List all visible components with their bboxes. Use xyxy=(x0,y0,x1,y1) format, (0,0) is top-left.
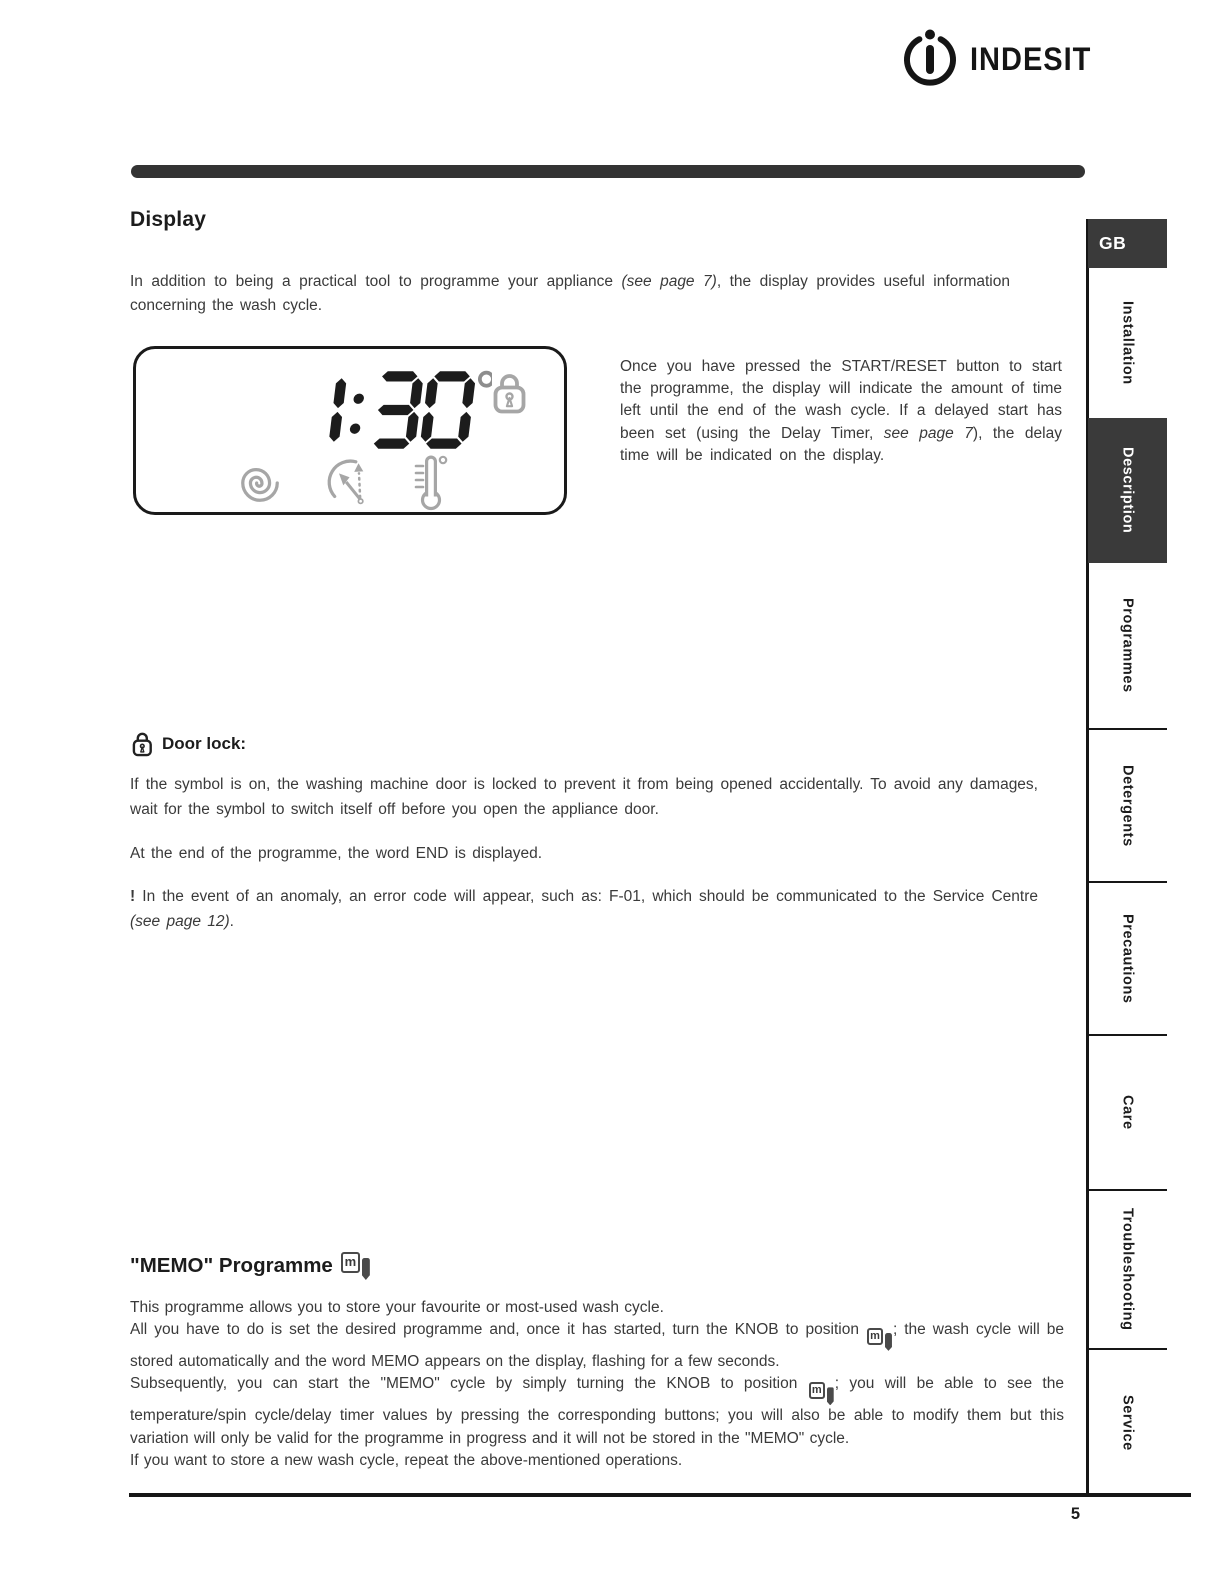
memo-icon: m xyxy=(341,1252,370,1280)
tab-precautions-label: Precautions xyxy=(1119,913,1136,1004)
tab-precautions xyxy=(1088,881,1167,1034)
memo-body: This programme allows you to store your favourite or most-used wash cycle. All you have to do is set the desired programme and, once it has started, turn the KNOB to position m ; the wash cycle will be stored automatically and the word MEMO appears on the display, flashing for a few seconds. Subsequently, you can start the "MEMO" cycle by simply turning the KNOB to position m ; you will be able to see the temperature/spin cycle/delay timer values by pressing the corresponding buttons; you will also be able to modify them but this variation will only be valid for the programme in progress and it will not be stored in the "MEMO" cycle. If you want to store a new wash cycle, repeat the above-mentioned operations. xyxy=(130,1298,1064,1470)
tab-care-label: Care xyxy=(1119,1095,1136,1130)
memo-heading xyxy=(130,1252,371,1280)
door-lock-icon xyxy=(130,730,154,758)
brand-name: INDESIT xyxy=(970,41,1092,78)
tab-description-label: Description xyxy=(1119,447,1136,534)
memo-icon: m xyxy=(867,1328,892,1351)
display-time xyxy=(294,367,492,458)
display-description: Once you have pressed the START/RESET button to start the programme, the display will indicate the amount of time left until the end of the wash cycle. If a delayed start has been set (using the Delay Timer, see page 7), the delay time will be indicated on the display. xyxy=(620,357,1062,465)
memo-heading-label: "MEMO" Programme xyxy=(130,1254,333,1277)
door-lock-heading xyxy=(130,730,246,758)
display-intro: In addition to being a practical tool to programme your appliance (see page 7), the display provides useful information concerning the wash cycle. xyxy=(130,272,1010,314)
tab-gb-label: GB xyxy=(1099,233,1127,253)
footer-rule xyxy=(129,1493,1191,1497)
tab-installation xyxy=(1088,268,1167,418)
indesit-circle-i-icon xyxy=(898,26,962,88)
indesit-logo xyxy=(898,26,1091,88)
end-note: At the end of the programme, the word END is displayed. xyxy=(130,844,543,862)
temperature-icon xyxy=(410,452,450,512)
tab-troubleshooting xyxy=(1088,1189,1167,1348)
delay-timer-icon xyxy=(326,456,376,508)
tab-programmes xyxy=(1088,563,1167,728)
tab-installation-label: Installation xyxy=(1119,301,1136,385)
door-lock-body: If the symbol is on, the washing machine door is locked to prevent it from being opened accidentally. To avoid any damages, wait for the symbol to switch itself off before you open the appliance door. xyxy=(130,775,1038,818)
anomaly-note: ! In the event of an anomaly, an error code will appear, such as: F-01, which should be communicated to the Service Centre (see page 12). xyxy=(130,887,1039,930)
tab-detergents xyxy=(1088,728,1167,881)
section-title-display: Display xyxy=(130,208,207,231)
door-lock-icon xyxy=(489,371,529,415)
tab-service-label: Service xyxy=(1119,1394,1136,1451)
tab-gb xyxy=(1088,219,1167,268)
page-number: 5 xyxy=(1070,1505,1080,1523)
door-lock-heading-label: Door lock: xyxy=(162,734,247,753)
spin-cycle-icon xyxy=(237,460,283,506)
tab-care xyxy=(1088,1034,1167,1189)
display-panel-illustration xyxy=(133,346,567,515)
tab-detergents-label: Detergents xyxy=(1119,764,1136,847)
header-rule xyxy=(131,165,1085,178)
tab-description xyxy=(1088,418,1167,563)
tab-service xyxy=(1088,1348,1167,1495)
tab-troubleshooting-label: Troubleshooting xyxy=(1119,1208,1136,1331)
tab-programmes-label: Programmes xyxy=(1119,598,1136,693)
memo-icon: m xyxy=(809,1382,834,1405)
